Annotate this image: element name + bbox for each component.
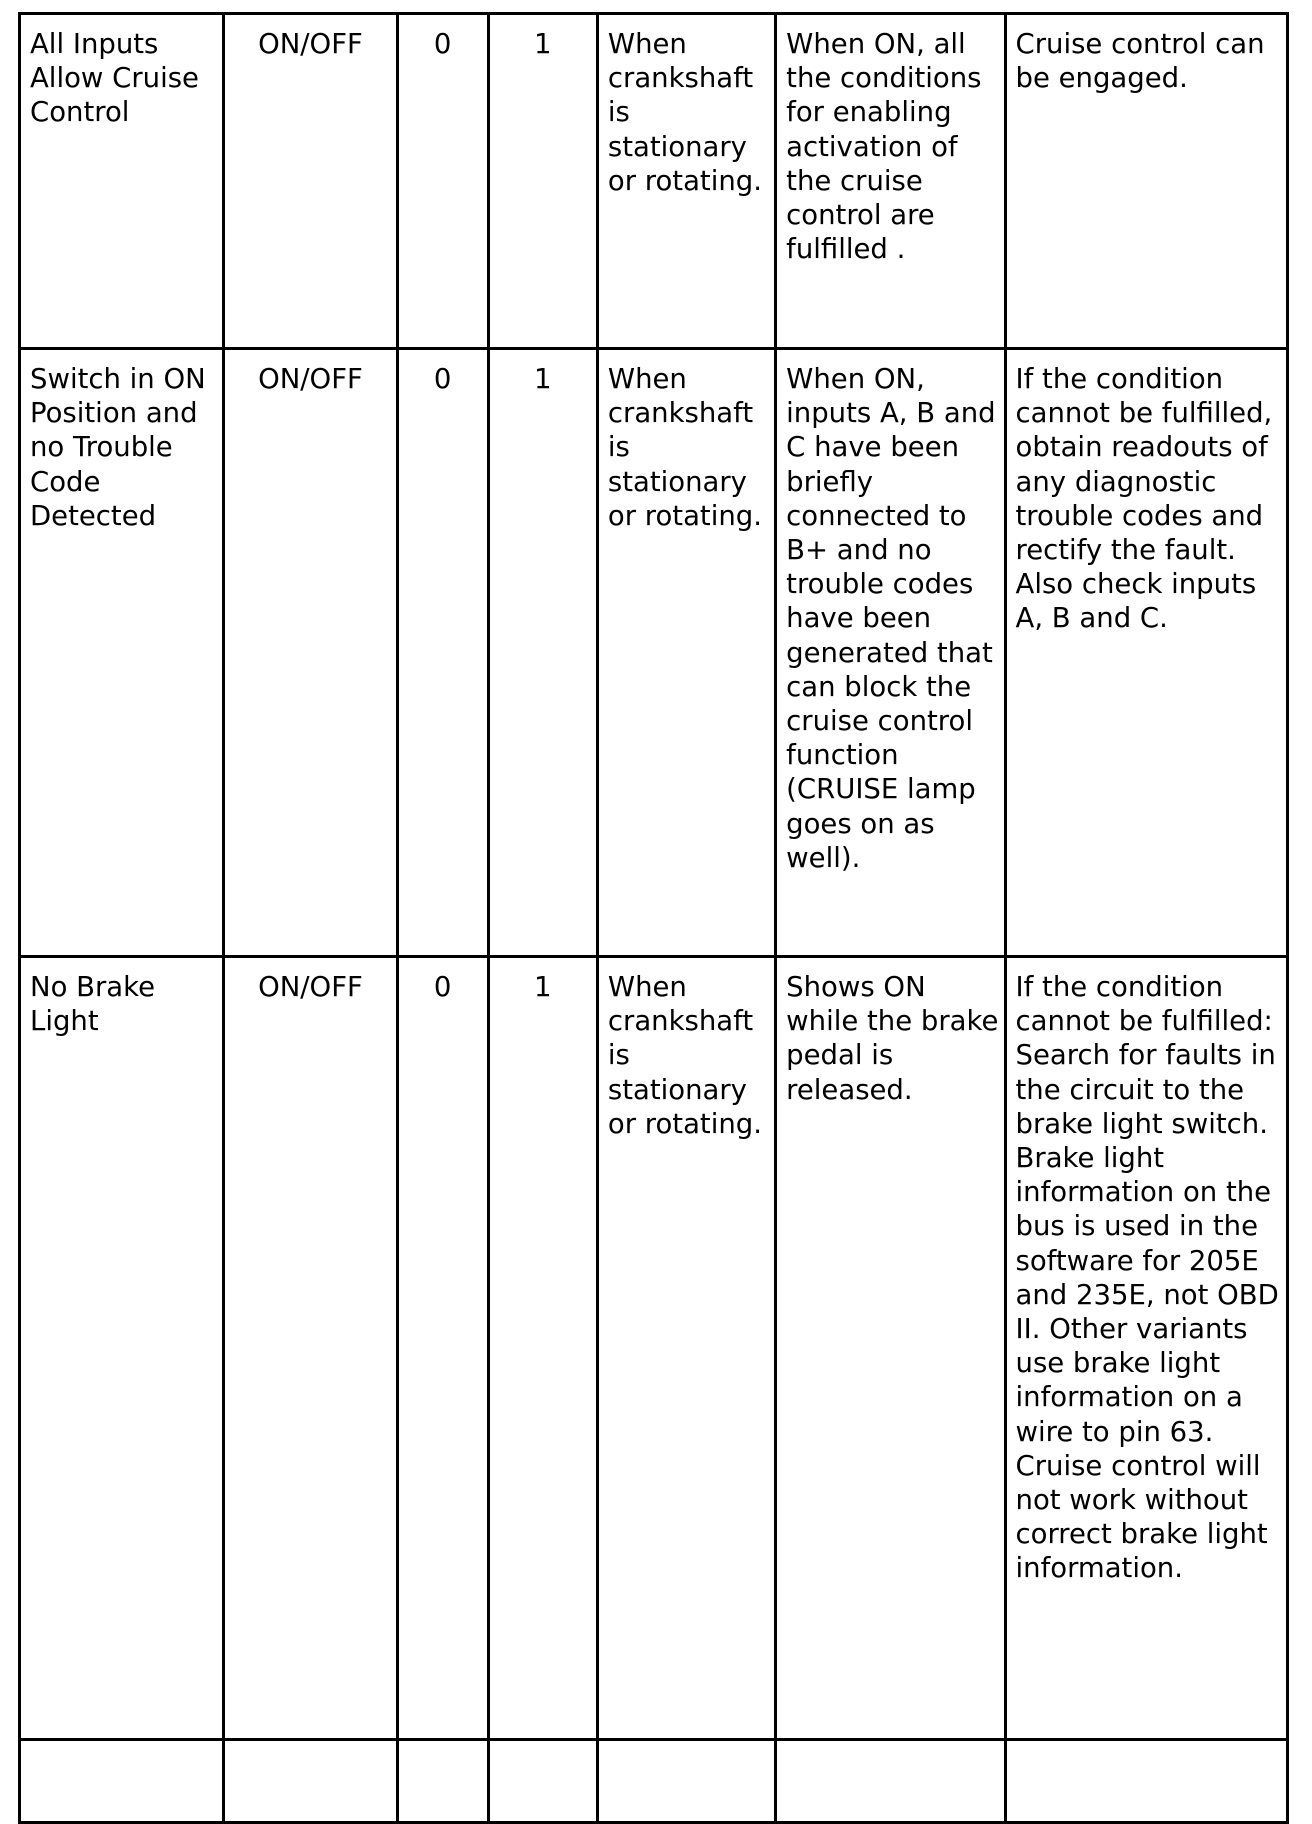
empty-cell [597,1740,775,1823]
parameter-name-cell: No Brake Light [20,957,224,1740]
min-value-cell: 0 [397,349,488,957]
unit-cell: ON/OFF [224,14,397,349]
table-row [20,957,1288,1740]
max-value-cell: 1 [488,14,597,349]
table-row [20,349,1288,957]
unit-cell: ON/OFF [224,349,397,957]
note-cell: Shows ON while the brake pedal is released. [776,957,1005,1740]
empty-cell [224,1740,397,1823]
action-cell: If the condition cannot be fulfilled, obtain readouts of any diagnostic trouble codes and rectify the fault. Also check inputs A, B and C. [1005,349,1287,957]
min-value-cell: 0 [397,957,488,1740]
empty-cell [776,1740,1005,1823]
empty-cell [1005,1740,1287,1823]
parameter-name-cell: Switch in ON Position and no Trouble Code Detected [20,349,224,957]
condition-cell: When crankshaft is stationary or rotating. [597,14,775,349]
max-value-cell: 1 [488,957,597,1740]
parameter-table [18,12,1289,1824]
action-cell: If the condition cannot be fulfilled: Search for faults in the circuit to the brake light switch. Brake light information on the bus is used in the software for 205E and 235E, not OBD II. Other variants use brake light information on a wire to pin 63. Cruise control will not work without correct brake light information. [1005,957,1287,1740]
empty-cell [397,1740,488,1823]
empty-cell [488,1740,597,1823]
min-value-cell: 0 [397,14,488,349]
max-value-cell: 1 [488,349,597,957]
unit-cell: ON/OFF [224,957,397,1740]
action-cell: Cruise control can be engaged. [1005,14,1287,349]
parameter-name-cell: All Inputs Allow Cruise Control [20,14,224,349]
note-cell: When ON, inputs A, B and C have been briefly connected to B+ and no trouble codes have been generated that can block the cruise control function (CRUISE lamp goes on as well). [776,349,1005,957]
table-row [20,1740,1288,1823]
empty-cell [20,1740,224,1823]
table-row [20,14,1288,349]
note-cell: When ON, all the conditions for enabling activation of the cruise control are fulfilled . [776,14,1005,349]
condition-cell: When crankshaft is stationary or rotating. [597,957,775,1740]
condition-cell: When crankshaft is stationary or rotating. [597,349,775,957]
